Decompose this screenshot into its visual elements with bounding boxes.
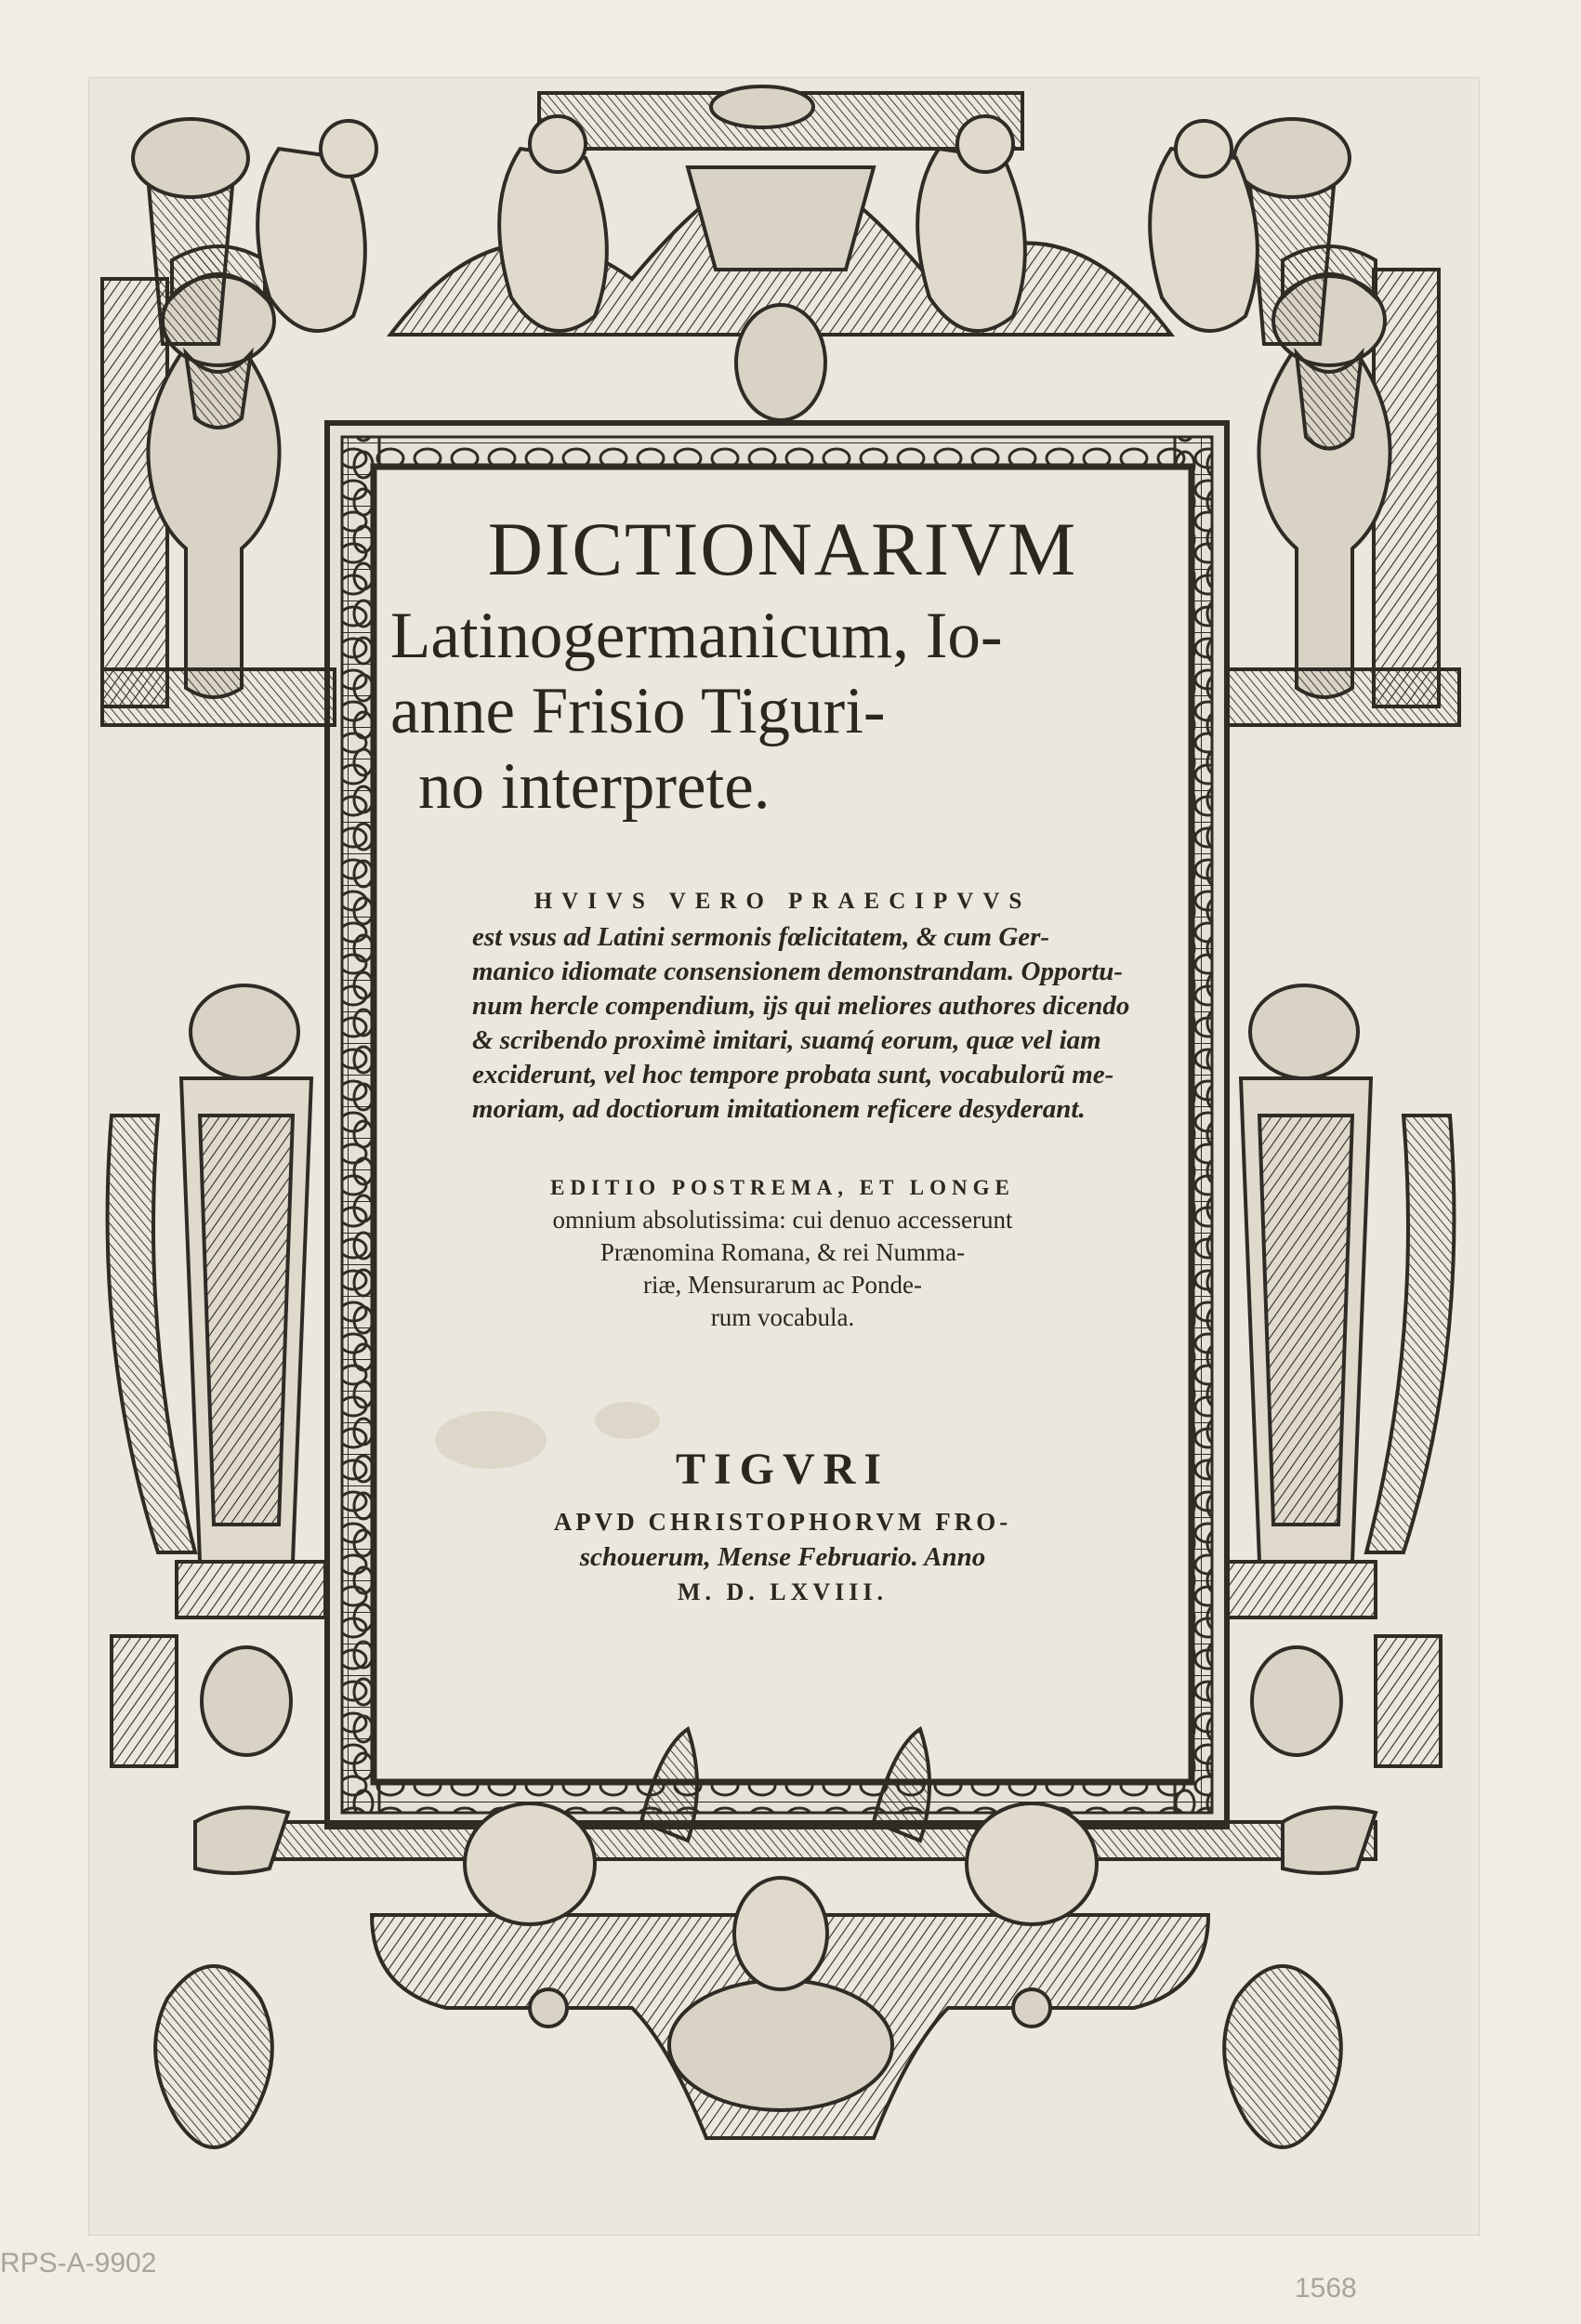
edition-caps: EDITIO POSTREMA, ET LONGE: [550, 1176, 1015, 1199]
date-annotation: 1568: [1295, 2273, 1357, 2304]
description-line: & scribendo proximè imitari, suamq́ eorum, quæ vel iam: [472, 1025, 1101, 1055]
title-sub-line: no interprete.: [418, 750, 771, 823]
left-herm-column: [102, 246, 335, 1766]
imprint-city: TIGVRI: [675, 1445, 890, 1494]
description-line: manico idiomate consensionem demonstrandam. Opportu-: [472, 957, 1124, 986]
inventory-number: RPS-A-9902: [0, 2248, 157, 2278]
description-line: exciderunt, vel hoc tempore probata sunt, vocabulorũ me-: [472, 1060, 1114, 1089]
imprint-year: M. D. LXVIII.: [677, 1578, 889, 1605]
imprint-apud: APVD CHRISTOPHORVM FRO-: [553, 1508, 1012, 1536]
title-main: DICTIONARIVM: [487, 507, 1078, 591]
title-sub-line: anne Frisio Tiguri-: [390, 675, 886, 747]
description-line: est vsus ad Latini sermonis fœlicitatem, & cum Ger-: [472, 922, 1050, 952]
right-herm-column: [1227, 246, 1459, 1766]
edition-line: omnium absolutissima: cui denuo accesserunt: [552, 1206, 1013, 1234]
description-line: num hercle compendium, ijs qui meliores authores dicendo: [472, 991, 1130, 1021]
imprint-printer: schouerum, Mense Februario. Anno: [579, 1542, 986, 1572]
imprint: [383, 1444, 1182, 1606]
edition-line: riæ, Mensurarum ac Ponde-: [643, 1271, 922, 1299]
edition-paragraph: [383, 1171, 1182, 1334]
description-caps: HVIVS VERO PRAECIPVVS: [534, 889, 1032, 914]
description-paragraph: [383, 884, 1182, 1127]
title-page-text: [383, 476, 1182, 1773]
top-pediment: [133, 86, 1350, 420]
edition-line: Prænomina Romana, & rei Numma-: [599, 1238, 966, 1266]
title-sub-line: Latinogermanicum, Io-: [390, 600, 1003, 672]
description-line: moriam, ad doctiorum imitationem reficere desyderant.: [472, 1094, 1086, 1124]
title-subtitle: [383, 599, 1182, 825]
edition-line: rum vocabula.: [710, 1303, 855, 1331]
